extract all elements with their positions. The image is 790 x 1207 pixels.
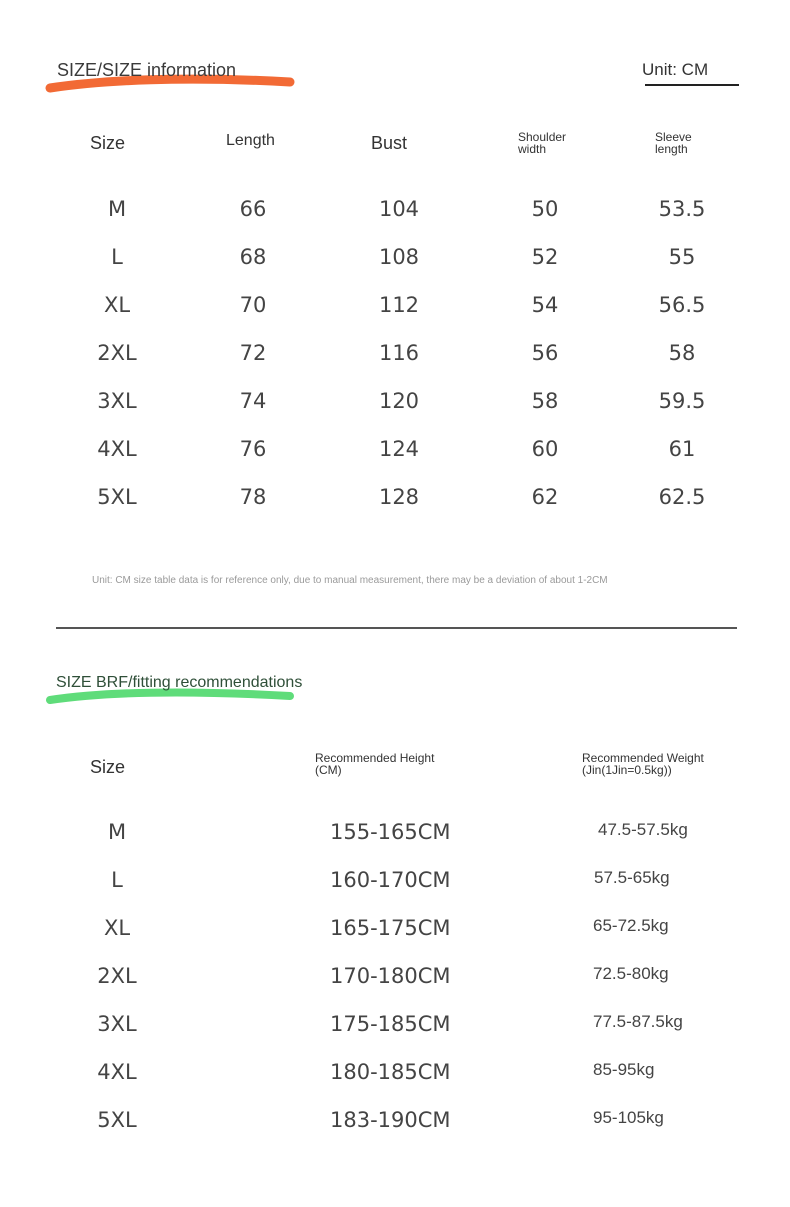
table-cell-size: M [107,820,127,844]
unit-underline [645,84,739,86]
header-size: Size [90,133,126,153]
table-cell-size: 2XL [97,964,137,988]
table-cell-weight: 57.5-65kg [594,868,670,887]
header-shoulder-width: Shoulder width [518,130,567,156]
table-cell-height: 175-185CM [330,1012,451,1036]
table-cell-size: L [111,245,123,269]
section-divider [56,627,737,629]
fitting-title: SIZE BRF/fitting recommendations [56,674,303,691]
table-cell-sleeve: 56.5 [658,293,706,317]
table-cell-length: 74 [239,389,267,413]
table-cell-height: 165-175CM [330,916,451,940]
table-cell-height: 160-170CM [330,868,451,892]
table-cell-shoulder: 56 [531,341,559,365]
table-cell-weight: 65-72.5kg [593,916,669,935]
table-cell-height: 180-185CM [330,1060,451,1084]
table-cell-weight: 72.5-80kg [593,964,669,983]
table-cell-bust: 120 [378,389,420,413]
table-cell-size: XL [103,293,131,317]
table-cell-length: 68 [239,245,267,269]
table-cell-sleeve: 53.5 [658,197,706,221]
size-info-title: SIZE/SIZE information [57,60,237,80]
table-cell-sleeve: 61 [668,437,696,461]
table-cell-length: 66 [239,197,267,221]
table-cell-sleeve: 62.5 [658,485,706,509]
table-cell-weight: 77.5-87.5kg [593,1012,683,1031]
table-cell-bust: 124 [378,437,420,461]
header-bust: Bust [371,133,408,153]
header-recommended-weight: Recommended Weight (Jin(1Jin=0.5kg)) [582,751,704,777]
table-cell-size: 4XL [97,437,137,461]
header-sleeve-length: Sleeve length [655,130,692,156]
table-cell-height: 183-190CM [330,1108,451,1132]
table-cell-shoulder: 50 [531,197,559,221]
table-cell-size: L [111,868,123,892]
header-recommended-height: Recommended Height (CM) [315,751,435,777]
measurement-note: Unit: CM size table data is for reference only, due to manual measurement, there may be a deviation of about 1-2CM [92,575,608,586]
table-cell-size: XL [103,916,131,940]
table-cell-shoulder: 62 [531,485,559,509]
table-cell-length: 72 [239,341,267,365]
table-cell-shoulder: 54 [531,293,559,317]
table-cell-bust: 104 [378,197,420,221]
table-cell-size: 5XL [97,1108,137,1132]
table-cell-size: 3XL [97,1012,137,1036]
table-cell-size: M [107,197,127,221]
unit-label: Unit: CM [642,60,709,79]
table-cell-sleeve: 59.5 [658,389,706,413]
table-cell-size: 3XL [97,389,137,413]
table-cell-weight: 95-105kg [593,1108,664,1127]
table-cell-length: 76 [239,437,267,461]
table-cell-bust: 112 [378,293,420,317]
table-cell-weight: 85-95kg [593,1060,655,1079]
table-cell-weight: 47.5-57.5kg [598,820,688,839]
table-cell-size: 2XL [97,341,137,365]
table-cell-shoulder: 60 [531,437,559,461]
header-length: Length [226,132,275,149]
table-cell-bust: 108 [378,245,420,269]
table-cell-height: 170-180CM [330,964,451,988]
table-cell-length: 78 [239,485,267,509]
table-cell-size: 5XL [97,485,137,509]
table-cell-bust: 128 [378,485,420,509]
table-cell-height: 155-165CM [330,820,451,844]
table-cell-shoulder: 58 [531,389,559,413]
table-cell-size: 4XL [97,1060,137,1084]
table-cell-sleeve: 58 [668,341,696,365]
table-cell-shoulder: 52 [531,245,559,269]
table-cell-bust: 116 [378,341,420,365]
table-cell-sleeve: 55 [668,245,696,269]
header-size-2: Size [90,757,126,777]
table-cell-length: 70 [239,293,267,317]
